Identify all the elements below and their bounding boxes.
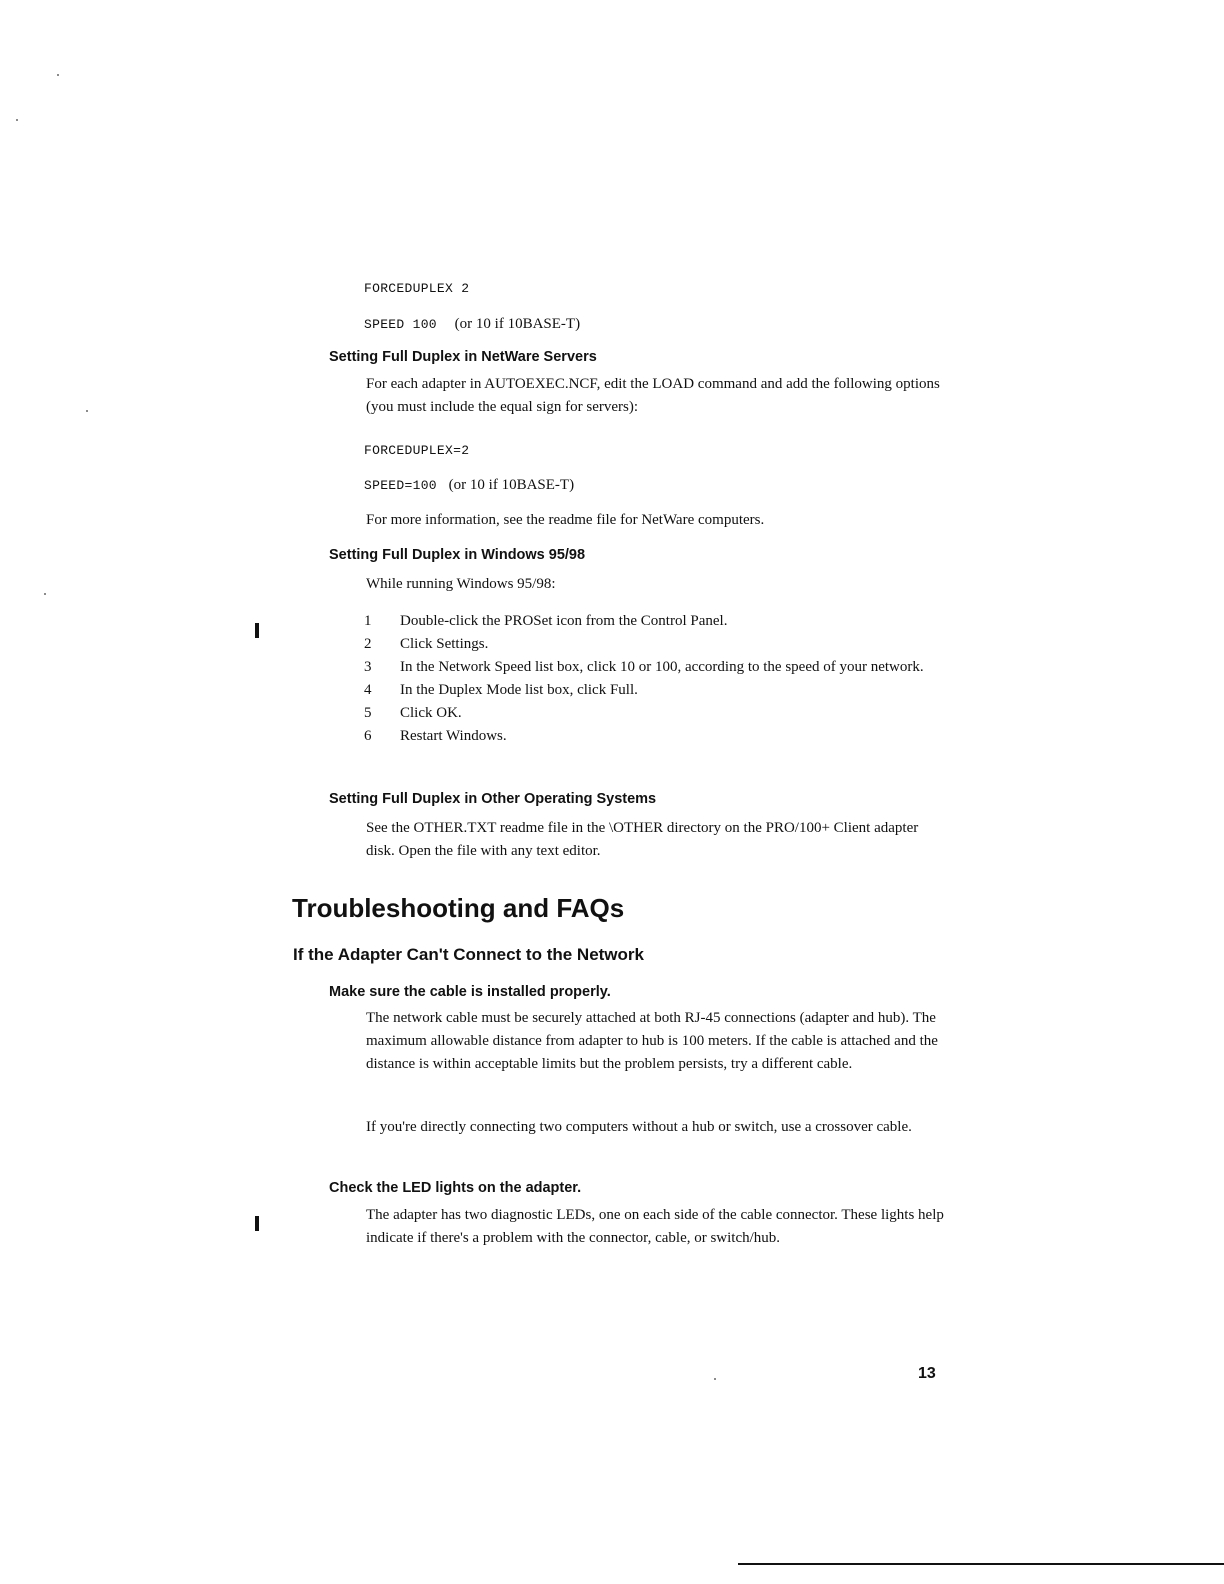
change-bar [255, 623, 259, 638]
list-item: 3 In the Network Speed list box, click 10 or 100, according to the speed of your network. [364, 659, 924, 675]
list-item: 6 Restart Windows. [364, 728, 507, 744]
speed-line: SPEED 100 (or 10 if 10BASE-T) [364, 316, 581, 332]
scan-speck [86, 410, 88, 412]
list-item: 2 Click Settings. [364, 636, 489, 652]
cable-paragraph-1: The network cable must be securely attached at both RJ-45 connections (adapter and hub). The maximum allowable distance from adapter to hub is 100 meters. If the cable is attached and the distance is within acceptable limits but the problem persists, try a different cable. [366, 1010, 938, 1072]
netware-more-info: For more information, see the readme file for NetWare computers. [366, 512, 765, 528]
forceduplex-line: FORCEDUPLEX 2 [364, 281, 470, 296]
change-bar [255, 1216, 259, 1231]
windows-steps-list [364, 610, 944, 748]
led-paragraph: The adapter has two diagnostic LEDs, one on each side of the cable connector. These lights help indicate if there's a problem with the connector, cable, or switch/hub. [366, 1207, 944, 1246]
netware-intro: For each adapter in AUTOEXEC.NCF, edit the LOAD command and add the following options (you must include the equal sign for servers): [366, 376, 940, 415]
page-number: 13 [918, 1365, 936, 1382]
netware-forceduplex-line: FORCEDUPLEX=2 [364, 443, 470, 458]
windows-intro: While running Windows 95/98: [366, 576, 556, 592]
list-item: 1 Double-click the PROSet icon from the Control Panel. [364, 613, 728, 629]
cable-heading: Make sure the cable is installed properly. [329, 984, 611, 1000]
netware-speed-line: SPEED=100 (or 10 if 10BASE-T) [364, 477, 575, 493]
scan-speck [44, 593, 46, 595]
cable-paragraph-2: If you're directly connecting two computers without a hub or switch, use a crossover cable. [366, 1119, 912, 1135]
netware-heading: Setting Full Duplex in NetWare Servers [329, 349, 597, 365]
adapter-connect-heading: If the Adapter Can't Connect to the Network [293, 945, 644, 964]
bottom-rule [738, 1563, 1224, 1565]
other-os-heading: Setting Full Duplex in Other Operating Systems [329, 791, 657, 807]
scan-speck [714, 1378, 716, 1380]
windows-heading: Setting Full Duplex in Windows 95/98 [329, 547, 586, 563]
list-item: 4 In the Duplex Mode list box, click Full. [364, 682, 638, 698]
list-item: 5 Click OK. [364, 705, 462, 721]
other-os-text: See the OTHER.TXT readme file in the \OTHER directory on the PRO/100+ Client adapter disk. Open the file with any text editor. [366, 820, 919, 859]
scan-speck [16, 119, 18, 121]
scan-speck [57, 74, 59, 76]
troubleshooting-title: Troubleshooting and FAQs [292, 893, 625, 923]
led-heading: Check the LED lights on the adapter. [329, 1180, 582, 1196]
